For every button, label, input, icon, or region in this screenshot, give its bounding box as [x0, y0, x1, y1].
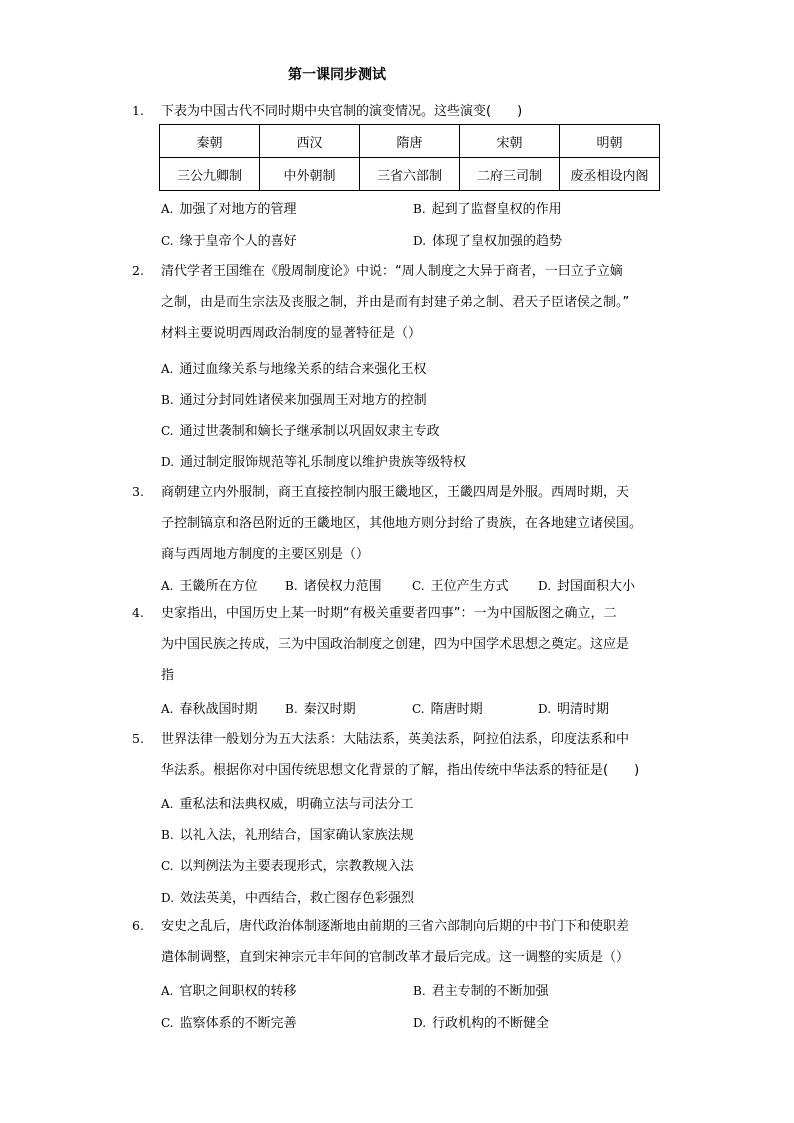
option-key: A.: [161, 362, 174, 376]
question-stem: [161, 96, 661, 127]
question-number: 4.: [132, 605, 144, 620]
option-key: C.: [161, 1016, 174, 1030]
option-b: [285, 698, 356, 717]
option-text: 王位产生方式: [430, 579, 509, 594]
option-b: [161, 824, 414, 843]
stem-line: 遣体制调整，直到宋神宗元丰年间的官制改革才最后完成。这一调整的实质是（）: [161, 950, 630, 965]
page-title: 第一课同步测试: [288, 67, 386, 83]
stem-line: 之制，由是而生宗法及丧服之制，并由是而有封建子弟之制、君天子臣诸侯之制。”: [161, 295, 630, 310]
option-c: [161, 855, 414, 874]
table-header-cell: 明朝: [560, 125, 660, 158]
option-key: D.: [161, 891, 175, 905]
option-b: [413, 980, 549, 999]
table-cell: 废丞相设内阁: [560, 158, 660, 191]
table-cell: 二府三司制: [460, 158, 560, 191]
question-stem: [161, 911, 661, 973]
option-c: [161, 230, 297, 249]
option-text: 起到了监督皇权的作用: [431, 202, 562, 217]
option-a: [161, 980, 297, 999]
table-header-cell: 西汉: [260, 125, 360, 158]
option-key: D.: [538, 579, 552, 593]
option-key: A.: [161, 702, 174, 716]
option-text: 重私法和法典权威，明确立法与司法分工: [179, 797, 414, 812]
question-number: 3.: [132, 484, 144, 499]
option-key: A.: [161, 202, 174, 216]
option-b: [285, 575, 382, 594]
option-text: 监察体系的不断完善: [179, 1016, 297, 1031]
option-d: [413, 230, 562, 249]
officials-table: [159, 124, 660, 191]
option-d: [161, 887, 414, 906]
table-cell: 三省六部制: [360, 158, 460, 191]
option-text: 通过制定服饰规范等礼乐制度以维护贵族等级特权: [180, 455, 467, 470]
option-a: [161, 698, 258, 717]
table-row: [160, 158, 660, 191]
option-d: [538, 698, 609, 717]
option-key: C.: [412, 579, 425, 593]
option-text: 加强了对地方的管理: [179, 202, 297, 217]
option-c: [161, 1012, 297, 1031]
option-a: [161, 198, 297, 217]
option-key: A.: [161, 984, 174, 998]
option-a: [161, 575, 258, 594]
question-stem: [161, 724, 661, 786]
stem-line: 为中国民族之抟成，三为中国政治制度之创建，四为中国学术思想之奠定。这应是: [161, 637, 630, 652]
option-key: C.: [161, 424, 174, 438]
option-key: D.: [413, 234, 427, 248]
option-b: [413, 198, 562, 217]
option-text: 通过世袭制和嫡长子继承制以巩固奴隶主专政: [179, 424, 440, 439]
option-a: [161, 793, 414, 812]
stem-line: 史家指出，中国历史上某一时期“有极关重要者四事”：一为中国版图之确立，二: [161, 606, 617, 621]
option-text: 隋唐时期: [430, 702, 483, 717]
option-key: C.: [161, 859, 174, 873]
question-stem: [161, 477, 661, 570]
option-text: 王畿所在方位: [179, 579, 258, 594]
question-stem: [161, 598, 661, 691]
option-key: B.: [285, 702, 298, 716]
table-cell: 三公九卿制: [160, 158, 260, 191]
stem-line: 指: [161, 668, 175, 683]
option-text: 以礼入法，礼刑结合，国家确认家族法规: [179, 828, 414, 843]
stem-line: 商朝建立内外服制，商王直接控制内服王畿地区，王畿四周是外服。西周时期，天: [161, 485, 630, 500]
question-number: 6.: [132, 918, 144, 933]
option-text: 诸侯权力范围: [303, 579, 382, 594]
option-key: D.: [538, 702, 552, 716]
stem-line: 华法系。根据你对中国传统思想文化背景的了解，指出传统中华法系的特征是( ): [161, 763, 640, 778]
stem-line: 世界法律一般划分为五大法系：大陆法系，英美法系，阿拉伯法系，印度法系和中: [161, 732, 630, 747]
option-text: 通过血缘关系与地缘关系的结合来强化王权: [179, 362, 427, 377]
option-text: 体现了皇权加强的趋势: [432, 234, 563, 249]
option-d: [413, 1012, 549, 1031]
option-text: 效法英美，中西结合，救亡图存色彩强烈: [180, 891, 415, 906]
option-text: 君主专制的不断加强: [431, 984, 549, 999]
option-key: B.: [161, 393, 174, 407]
question-number: 2.: [132, 263, 144, 278]
option-d: [538, 575, 635, 594]
table-header-cell: 隋唐: [360, 125, 460, 158]
stem-line: 下表为中国古代不同时期中央官制的演变情况。这些演变( ): [161, 104, 523, 119]
stem-line: 子控制镐京和洛邑附近的王畿地区，其他地方则分封给了贵族，在各地建立诸侯国。: [161, 516, 643, 531]
option-key: D.: [161, 455, 175, 469]
option-a: [161, 358, 427, 377]
option-key: D.: [413, 1016, 427, 1030]
stem-line: 清代学者王国维在《殷周制度论》中说：“周人制度之大异于商者，一曰立子立嫡: [161, 264, 623, 279]
option-key: B.: [161, 828, 174, 842]
question-number: 5.: [132, 731, 144, 746]
option-key: B.: [413, 984, 426, 998]
option-key: A.: [161, 797, 174, 811]
option-d: [161, 451, 466, 470]
option-text: 封国面积大小: [557, 579, 636, 594]
table-cell: 中外朝制: [260, 158, 360, 191]
stem-line: 材料主要说明西周政治制度的显著特征是（）: [161, 326, 422, 341]
option-text: 行政机构的不断健全: [432, 1016, 550, 1031]
table-header-row: [160, 125, 660, 158]
table-header-cell: 秦朝: [160, 125, 260, 158]
question-number: 1.: [132, 103, 144, 118]
question-stem: [161, 256, 661, 349]
option-text: 秦汉时期: [303, 702, 356, 717]
option-key: B.: [285, 579, 298, 593]
option-text: 春秋战国时期: [179, 702, 258, 717]
option-text: 官职之间职权的转移: [179, 984, 297, 999]
option-key: B.: [413, 202, 426, 216]
option-c: [412, 575, 509, 594]
option-text: 缘于皇帝个人的喜好: [179, 234, 297, 249]
option-b: [161, 389, 427, 408]
option-key: A.: [161, 579, 174, 593]
option-text: 明清时期: [557, 702, 610, 717]
table-header-cell: 宋朝: [460, 125, 560, 158]
option-key: C.: [161, 234, 174, 248]
option-key: C.: [412, 702, 425, 716]
option-text: 以判例法为主要表现形式，宗教教规入法: [179, 859, 414, 874]
option-c: [412, 698, 483, 717]
option-text: 通过分封同姓诸侯来加强周王对地方的控制: [179, 393, 427, 408]
option-c: [161, 420, 440, 439]
stem-line: 安史之乱后，唐代政治体制逐渐地由前期的三省六部制向后期的中书门下和使职差: [161, 919, 630, 934]
stem-line: 商与西周地方制度的主要区别是（）: [161, 547, 370, 562]
